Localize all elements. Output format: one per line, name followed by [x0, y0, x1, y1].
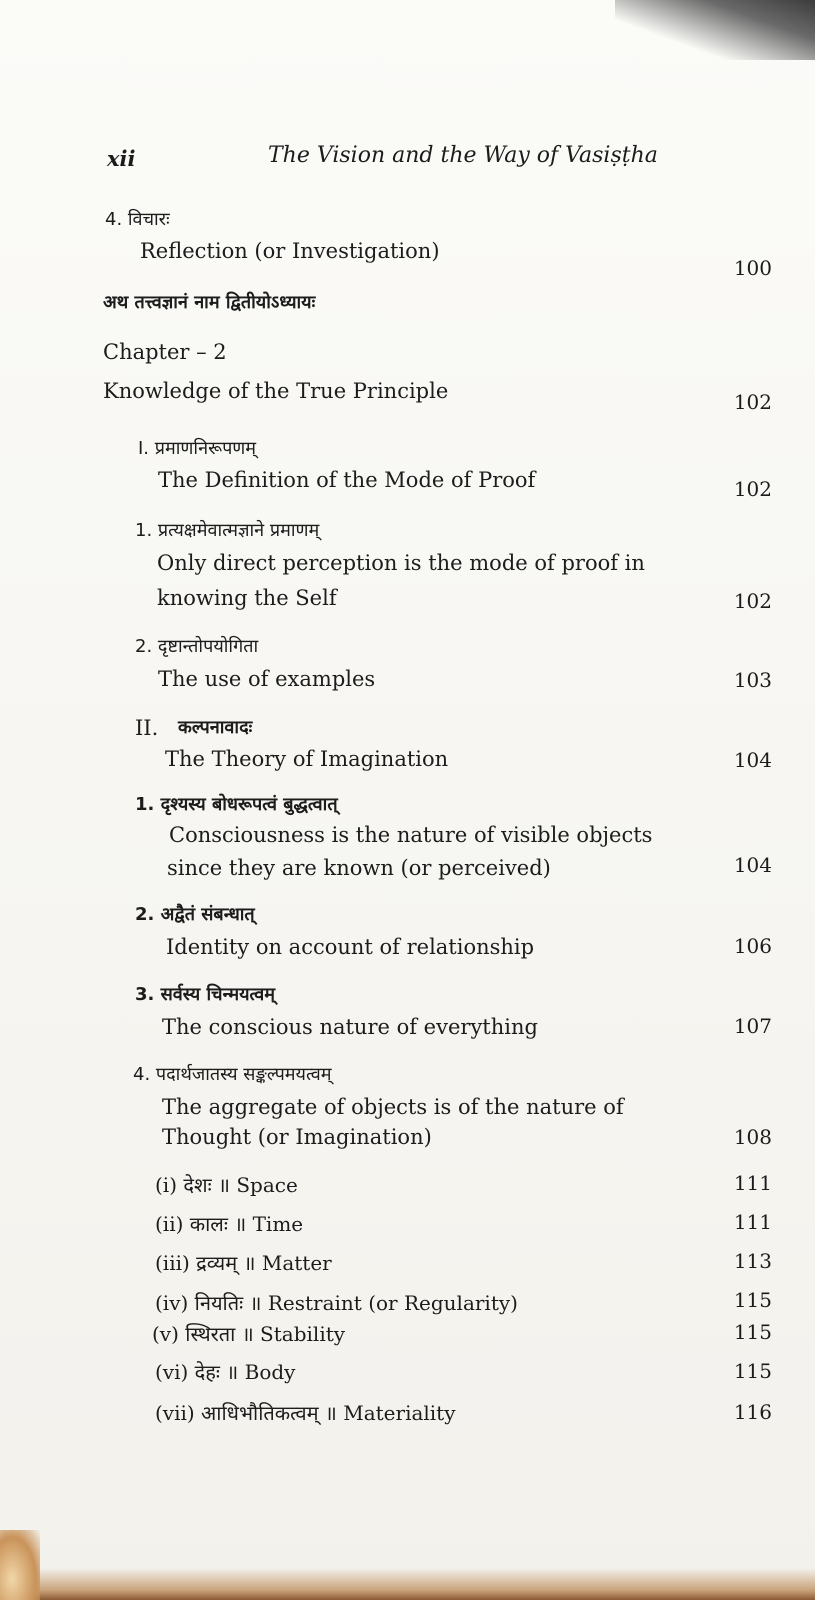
- sub-entry-text: (i) देशः ॥ Space: [155, 1173, 298, 1197]
- toc-entry-text-line2: since they are known (or perceived): [167, 856, 551, 880]
- toc-entry-page: 102: [733, 477, 772, 501]
- toc-entry-page: 108: [733, 1125, 772, 1149]
- toc-entry-text: Identity on account of relationship: [166, 935, 535, 959]
- sub-entry-text: (vi) देहः ॥ Body: [155, 1360, 296, 1384]
- toc-entry-text-line1: Only direct perception is the mode of proof in: [157, 551, 645, 575]
- toc-entry-label: 2. अद्वैतं संबन्धात्: [135, 904, 255, 925]
- toc-entry-page: 107: [733, 1014, 772, 1038]
- toc-entry-text: The Theory of Imagination: [165, 747, 449, 771]
- sub-entry-page: 115: [733, 1288, 772, 1312]
- toc-entry-label: 4. पदार्थजातस्य सङ्कल्पमयत्वम्: [133, 1064, 332, 1085]
- chapter-label: Chapter – 2: [103, 340, 227, 364]
- toc-entry-label: 1. प्रत्यक्षमेवात्मज्ञाने प्रमाणम्: [135, 520, 320, 541]
- toc-entry-page: 103: [733, 668, 772, 692]
- thumb-holding-page: [0, 1530, 40, 1600]
- toc-entry-text-line2: Thought (or Imagination): [162, 1125, 432, 1149]
- toc-entry-text-line1: The aggregate of objects is of the nature of: [162, 1095, 624, 1119]
- running-title: The Vision and the Way of Vasiṣṭha: [268, 143, 658, 168]
- sub-entry-text: (iv) नियतिः ॥ Restraint (or Regularity): [155, 1291, 518, 1315]
- toc-entry-prefix: II.: [135, 716, 159, 740]
- sub-entry-text: (vii) आधिभौतिकत्वम् ॥ Materiality: [155, 1401, 456, 1425]
- sub-entry-page: 111: [733, 1171, 772, 1195]
- toc-entry-label: 2. दृष्टान्तोपयोगिता: [135, 636, 259, 657]
- page-number-roman: xii: [107, 146, 136, 171]
- toc-entry-text: The conscious nature of everything: [162, 1015, 538, 1039]
- toc-entry-label: 4. विचारः: [105, 209, 170, 230]
- toc-entry-text: The Definition of the Mode of Proof: [158, 468, 536, 492]
- toc-entry-page: 104: [733, 748, 772, 772]
- sub-entry-page: 115: [733, 1320, 772, 1344]
- sub-entry-page: 116: [733, 1400, 772, 1424]
- toc-entry-page: 102: [733, 589, 772, 613]
- sub-entry-page: 115: [733, 1359, 772, 1383]
- sub-entry-text: (iii) द्रव्यम् ॥ Matter: [155, 1251, 332, 1275]
- toc-entry-page: 100: [733, 256, 772, 280]
- sub-entry-text: (v) स्थिरता ॥ Stability: [152, 1322, 346, 1346]
- toc-entry-text-line1: Consciousness is the nature of visible objects: [169, 823, 653, 847]
- toc-entry-text-line2: knowing the Self: [157, 586, 337, 610]
- chapter-title: Knowledge of the True Principle: [103, 379, 449, 403]
- toc-entry-label: I. प्रमाणनिरूपणम्: [138, 438, 257, 459]
- toc-entry-label: 3. सर्वस्य चिन्मयत्वम्: [135, 984, 276, 1005]
- sub-entry-text: (ii) कालः ॥ Time: [155, 1212, 304, 1236]
- toc-entry-page: 106: [733, 934, 772, 958]
- toc-entry-page: 102: [733, 390, 772, 414]
- book-bottom-edge: [0, 1568, 815, 1600]
- sub-entry-page: 113: [733, 1249, 772, 1273]
- toc-entry-label: कल्पनावादः: [178, 717, 253, 738]
- toc-entry-text: The use of examples: [158, 667, 376, 691]
- toc-entry-text: Reflection (or Investigation): [140, 239, 440, 263]
- toc-entry-label: 1. दृश्यस्य बोधरूपत्वं बुद्धत्वात्: [135, 794, 338, 815]
- page-corner-shadow: [615, 0, 815, 60]
- toc-entry-page: 104: [733, 853, 772, 877]
- chapter-sanskrit-heading: अथ तत्त्वज्ञानं नाम द्वितीयोऽध्यायः: [103, 292, 316, 313]
- sub-entry-page: 111: [733, 1210, 772, 1234]
